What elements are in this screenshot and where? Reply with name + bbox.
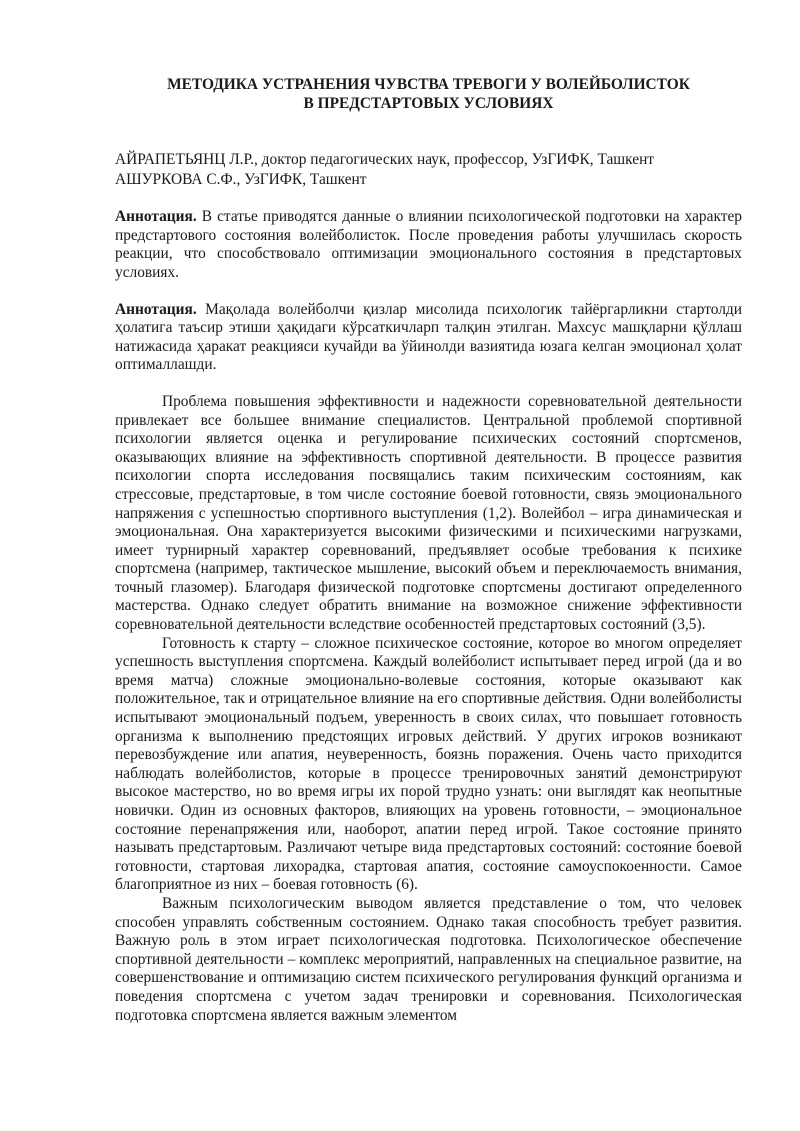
article-body (115, 393, 742, 1025)
body-paragraph: Важным психологическим выводом является представление о том, что человек способен управлять собственным состоянием. Однако такая способность требует развития. Важную роль в этом играет психологическая подготовка. Психологическое обеспечение спортивной деятельности – комплекс мероприятий, направленных на специальное развитие, на совершенствование и оптимизацию систем психического регулирования функций организма и поведения спортсмена с учетом задач тренировки и соревнования. Психологическая подготовка спортсмена является важным элементом (115, 894, 742, 1024)
abstract-russian (115, 208, 742, 282)
article-title-line-2: В ПРЕДСТАРТОВЫХ УСЛОВИЯХ (303, 94, 554, 112)
abstract-text: Мақолада волейболчи қизлар мисолида психологик тайёргарликни стартолди ҳолатига таъсир этиши ҳақидаги кўрсаткичларп талқин этилган. Махсус машқларни қўллаш натижасида ҳаракат реакцияси кучайди ва ўйинолди вазиятида юзага келган эмоционал ҳолат оптималлашди. (115, 300, 742, 374)
body-paragraph: Готовность к старту – сложное психическое состояние, которое во многом определяет успешность выступления спортсмена. Каждый волейболист испытывает перед игрой (да и во время матча) сложные эмоционально-волевые состояния, которые оказывают как положительное, так и отрицательное влияние на его спортивные действия. Одни волейболисты испытывают эмоциональный подъем, уверенность в своих силах, что повышает готовность организма к выполнению предстоящих игровых действий. У других игроков возникают перевозбуждение или апатия, неуверенность, боязнь поражения. Очень часто приходится наблюдать волейболистов, которые в процессе тренировочных занятий демонстрируют высокое мастерство, но во время игры их порой трудно узнать: они выглядят как неопытные новички. Один из основных факторов, влияющих на уровень готовности, – эмоциональное состояние перенапряжения или, наоборот, апатии перед игрой. Такое состояние принято называть предстартовым. Различают четыре вида предстартовых состояний: состояние боевой готовности, стартовая лихорадка, стартовая апатия, состояние самоуспокоенности. Самое благоприятное из них – боевая готовность (6). (115, 634, 742, 894)
abstract-uzbek (115, 301, 742, 375)
author-line: АШУРКОВА С.Ф., УзГИФК, Ташкент (115, 171, 367, 189)
page-content (115, 76, 742, 1025)
abstract-text: В статье приводятся данные о влиянии психологической подготовки на характер предстартового состояния волейболисток. После проведения работы улучшилась скорость реакции, что способствовало оптимизации эмоционального состояния в предстартовых условиях. (115, 208, 742, 281)
body-paragraph: Проблема повышения эффективности и надежности соревновательной деятельности привлекает все большее внимание специалистов. Центральной проблемой спортивной психологии является оценка и регулирование психических состояний спортсменов, оказывающих влияние на эффективность спортивной деятельности. В процессе развития психологии спорта исследования посвящались таким психическим состояниям, как стрессовые, предстартовые, в том числе состояние боевой готовности, связь эмоционального напряжения с успешностью спортивного выступления (1,2). Волейбол – игра динамическая и эмоциональная. Она характеризуется высокими физическими и психическими нагрузками, имеет турнирный характер соревнований, предъявляет особые требования к психике спортсмена (например, тактическое мышление, высокий объем и переключаемость внимания, точный глазомер). Благодаря физической подготовке спортсмены достигают определенного мастерства. Однако следует обратить внимание на возможное снижение эффективности соревновательной деятельности вследствие особенностей предстартовых состояний (3,5). (115, 392, 742, 634)
article-title-line-1: МЕТОДИКА УСТРАНЕНИЯ ЧУВСТВА ТРЕВОГИ У ВОЛЕЙБОЛИСТОК (167, 76, 690, 93)
author-line: АЙРАПЕТЬЯНЦ Л.Р., доктор педагогических наук, профессор, УзГИФК, Ташкент (115, 151, 655, 169)
author-list (115, 150, 742, 190)
abstract-label: Аннотация. (115, 300, 197, 318)
abstract-label: Аннотация. (115, 208, 197, 226)
article-title (115, 76, 742, 113)
